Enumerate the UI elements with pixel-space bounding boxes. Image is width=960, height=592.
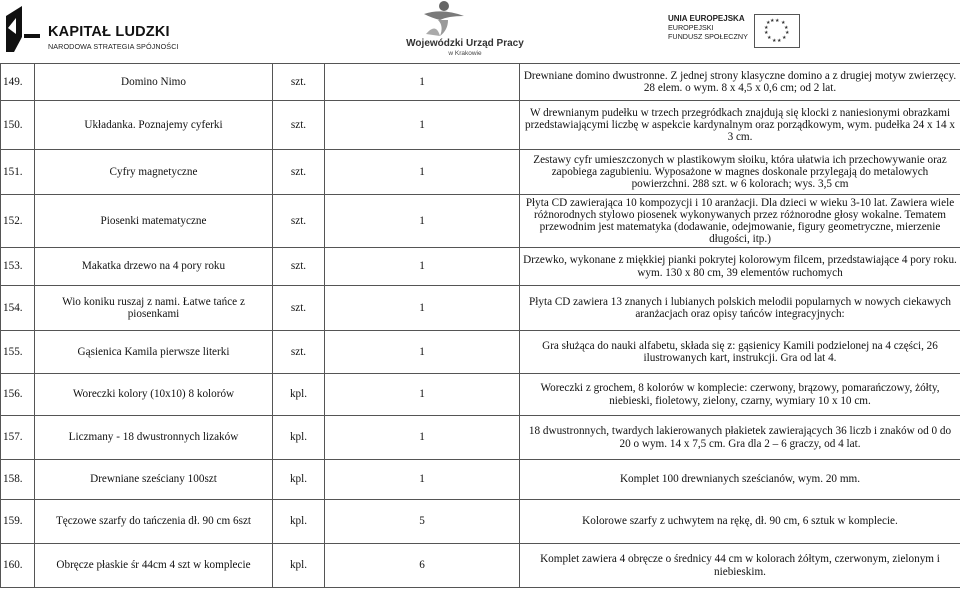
table-row <box>1 286 960 331</box>
item-description: W drewnianym pudełku w trzech przegródkach znajdują się klocki z naniesionymi obrazkami przedstawiającymi liczbę w aspekcie kardynalnym oraz porządkowym, wym. pudełka 24 x 14 x 3 cm. <box>520 101 960 150</box>
table-row <box>1 101 960 150</box>
item-name: Obręcze płaskie śr 44cm 4 szt w komplecie <box>35 544 273 588</box>
table-row <box>1 331 960 374</box>
item-name: Liczmany - 18 dwustronnych lizaków <box>35 416 273 460</box>
eu-line-2: EUROPEJSKI <box>668 23 714 32</box>
item-number: 149. <box>1 64 35 101</box>
item-unit: kpl. <box>273 374 325 416</box>
item-description: Kolorowe szarfy z uchwytem na rękę, dł. 90 cm, 6 sztuk w komplecie. <box>520 500 960 544</box>
item-unit: kpl. <box>273 416 325 460</box>
item-name: Drewniane sześciany 100szt <box>35 460 273 500</box>
svg-text:★: ★ <box>770 18 775 24</box>
item-quantity: 1 <box>325 286 520 331</box>
table-row <box>1 150 960 195</box>
table-row <box>1 544 960 588</box>
item-unit: szt. <box>273 248 325 286</box>
item-number: 150. <box>1 101 35 150</box>
item-quantity: 1 <box>325 374 520 416</box>
item-quantity: 1 <box>325 150 520 195</box>
item-description: Gra służąca do nauki alfabetu, składa się z: gąsienicy Kamili podzielonej na 4 części, 26 ilustrowanych kart, instrukcji. Gra od lat 4. <box>520 331 960 374</box>
table-row <box>1 248 960 286</box>
item-description: Zestawy cyfr umieszczonych w plastikowym słoiku, która ułatwia ich przechowywanie oraz zapobiega zagubieniu. Wyposażone w magnes doskonale przylegają do metalowych powierzchni. 288 szt. w 6 kolorach; wys. 3,5 cm <box>520 150 960 195</box>
svg-text:★: ★ <box>764 30 769 36</box>
item-description: Woreczki z grochem, 8 kolorów w komplecie: czerwony, brązowy, pomarańczowy, żółty, niebieski, fioletowy, zielony, czarny, wymiary 10 x 10 cm. <box>520 374 960 416</box>
item-number: 152. <box>1 195 35 248</box>
item-name: Tęczowe szarfy do tańczenia dł. 90 cm 6szt <box>35 500 273 544</box>
table-row <box>1 374 960 416</box>
item-number: 154. <box>1 286 35 331</box>
svg-text:★: ★ <box>775 18 780 24</box>
item-description: Płyta CD zawierająca 10 kompozycji i 10 aranżacji. Dla dzieci w wieku 3-10 lat. Zawiera wiele różnorodnych stylowo piosenek wykonywanych przez różnorodne głosy wokalne. Tematem przewodnim jest matematyka (dodawanie, odejmowanie, figury geometryczne, mierzenie długości, itp.) <box>520 195 960 248</box>
item-quantity: 1 <box>325 460 520 500</box>
item-description: Komplet 100 drewnianych sześcianów, wym. 20 mm. <box>520 460 960 500</box>
table-row <box>1 195 960 248</box>
item-unit: kpl. <box>273 500 325 544</box>
item-description: Komplet zawiera 4 obręcze o średnicy 44 cm w kolorach żółtym, czerwonym, zielonym i niebieskim. <box>520 544 960 588</box>
wup-figure-icon <box>418 0 468 38</box>
item-number: 156. <box>1 374 35 416</box>
item-description: Drzewko, wykonane z miękkiej pianki pokrytej kolorowym filcem, przedstawiające 4 pory roku. wym. 130 x 80 cm, 39 elementów ruchomych <box>520 248 960 286</box>
item-number: 153. <box>1 248 35 286</box>
item-unit: szt. <box>273 101 325 150</box>
item-quantity: 1 <box>325 416 520 460</box>
item-name: Domino Nimo <box>35 64 273 101</box>
item-quantity: 1 <box>325 331 520 374</box>
item-description: 18 dwustronnych, twardych lakierowanych płakietek zawierających 36 liczb i znaków od 0 do 20 o wym. 14 x 7,5 cm. Gra dla 2 – 6 graczy, od 4 lat. <box>520 416 960 460</box>
wup-subtitle: w Krakowie <box>448 50 482 57</box>
item-unit: szt. <box>273 331 325 374</box>
item-quantity: 1 <box>325 195 520 248</box>
svg-text:★: ★ <box>777 38 782 44</box>
item-description: Drewniane domino dwustronne. Z jednej strony klasyczne domino a z drugiej motyw zwierzęcy. 28 elem. o wym. 8 x 4,5 x 0,6 cm; od 2 lat. <box>520 64 960 101</box>
item-unit: kpl. <box>273 544 325 588</box>
items-table <box>0 63 960 588</box>
kapital-ludzki-logo <box>4 4 184 56</box>
eu-text <box>668 14 748 41</box>
item-name: Wio koniku ruszaj z nami. Łatwe tańce z piosenkami <box>35 286 273 331</box>
item-description: Płyta CD zawiera 13 znanych i lubianych polskich melodii popularnych w nowych ciekawych aranżacjach oraz opisy tańców integracyjnych: <box>520 286 960 331</box>
eu-line-1: UNIA EUROPEJSKA <box>668 14 745 23</box>
header-logos <box>0 0 960 62</box>
svg-text:★: ★ <box>764 25 769 31</box>
wup-logo <box>400 0 530 62</box>
item-name: Piosenki matematyczne <box>35 195 273 248</box>
kapital-ludzki-subtitle: NARODOWA STRATEGIA SPÓJNOŚCI <box>48 42 179 51</box>
table-row <box>1 64 960 101</box>
item-unit: kpl. <box>273 460 325 500</box>
table-row <box>1 460 960 500</box>
kapital-ludzki-title: KAPITAŁ LUDZKI <box>48 24 170 40</box>
svg-text:★: ★ <box>784 25 789 31</box>
svg-text:★: ★ <box>781 20 786 26</box>
wup-title: Wojewódzki Urząd Pracy <box>406 38 524 49</box>
item-number: 159. <box>1 500 35 544</box>
item-name: Makatka drzewo na 4 pory roku <box>35 248 273 286</box>
item-quantity: 6 <box>325 544 520 588</box>
svg-text:★: ★ <box>785 30 790 36</box>
item-name: Układanka. Poznajemy cyferki <box>35 101 273 150</box>
table-row <box>1 416 960 460</box>
kapital-ludzki-emblem-icon <box>4 4 44 54</box>
item-unit: szt. <box>273 195 325 248</box>
item-number: 160. <box>1 544 35 588</box>
svg-text:★: ★ <box>767 35 772 41</box>
eu-logo <box>668 14 798 54</box>
item-number: 158. <box>1 460 35 500</box>
item-quantity: 1 <box>325 248 520 286</box>
eu-flag-icon <box>754 14 800 48</box>
table-row <box>1 500 960 544</box>
svg-text:★: ★ <box>782 35 787 41</box>
item-quantity: 1 <box>325 64 520 101</box>
item-unit: szt. <box>273 150 325 195</box>
item-quantity: 5 <box>325 500 520 544</box>
item-quantity: 1 <box>325 101 520 150</box>
svg-text:★: ★ <box>772 38 777 44</box>
item-unit: szt. <box>273 64 325 101</box>
item-name: Gąsienica Kamila pierwsze literki <box>35 331 273 374</box>
item-name: Woreczki kolory (10x10) 8 kolorów <box>35 374 273 416</box>
svg-text:★: ★ <box>766 20 771 26</box>
eu-line-3: FUNDUSZ SPOŁECZNY <box>668 32 748 41</box>
item-number: 157. <box>1 416 35 460</box>
item-name: Cyfry magnetyczne <box>35 150 273 195</box>
item-number: 155. <box>1 331 35 374</box>
item-unit: szt. <box>273 286 325 331</box>
item-number: 151. <box>1 150 35 195</box>
